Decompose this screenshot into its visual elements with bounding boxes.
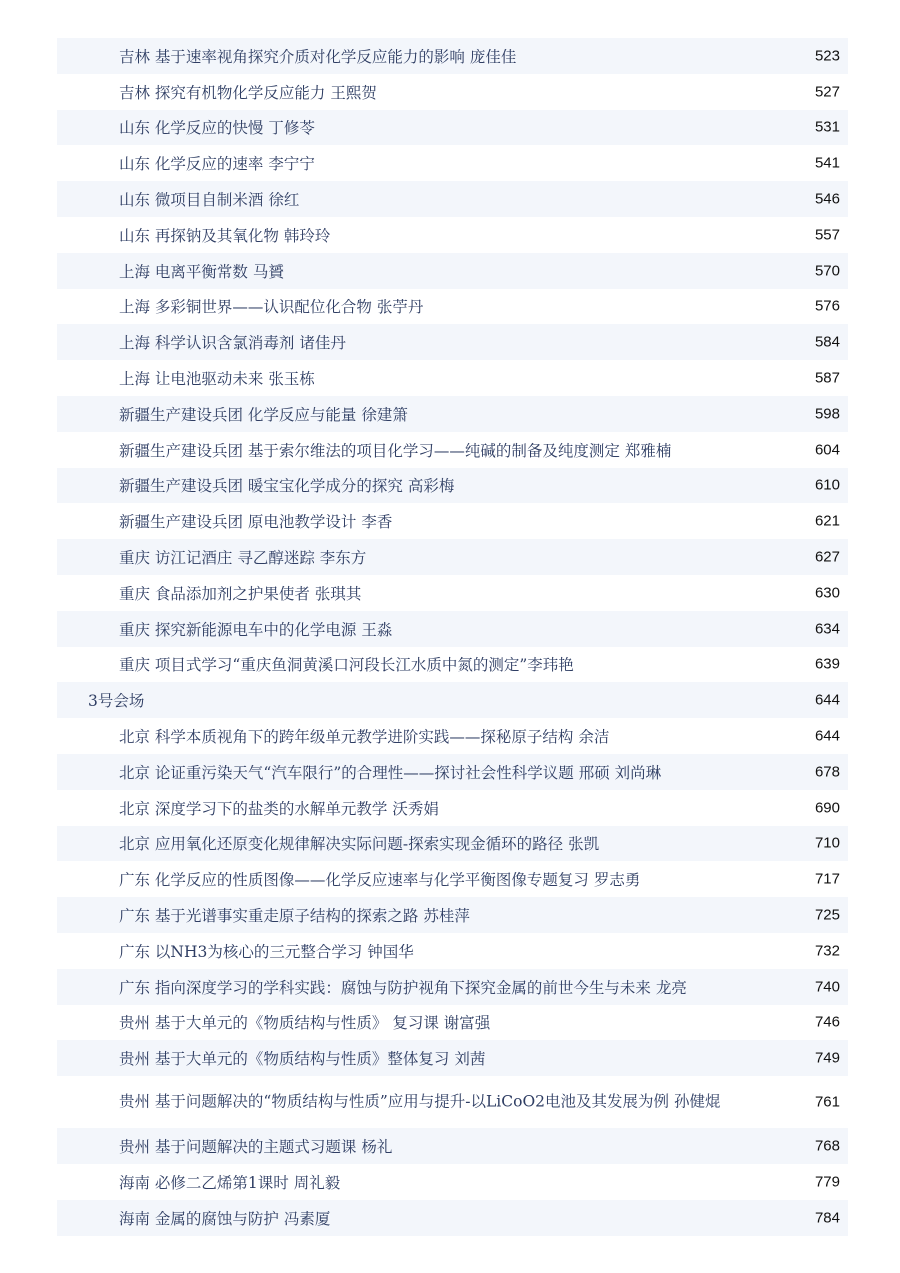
- toc-entry-title: 广东 指向深度学习的学科实践：腐蚀与防护视角下探究金属的前世今生与未来 龙亮: [119, 978, 687, 997]
- toc-entry[interactable]: [57, 396, 848, 432]
- toc-entry[interactable]: [57, 933, 848, 969]
- toc-entry-title: 上海 多彩铜世界——认识配位化合物 张苧丹: [119, 298, 424, 317]
- toc-entry[interactable]: [57, 503, 848, 539]
- toc-entry[interactable]: [57, 432, 848, 468]
- toc-entry-title: 海南 金属的腐蚀与防护 冯素厦: [119, 1209, 331, 1228]
- toc-entry-page-number: 768: [814, 1137, 840, 1155]
- toc-entry-title: 北京 深度学习下的盐类的水解单元教学 沃秀娟: [119, 799, 439, 818]
- toc-section-header[interactable]: [57, 682, 848, 718]
- toc-entry-title: 山东 再探钠及其氧化物 韩玲玲: [119, 226, 331, 245]
- toc-entry[interactable]: [57, 897, 848, 933]
- toc-entry[interactable]: [57, 861, 848, 897]
- toc-entry-page-number: 746: [814, 1013, 840, 1031]
- toc-entry[interactable]: [57, 1040, 848, 1076]
- toc-entry-page-number: 784: [814, 1209, 840, 1227]
- toc-entry-title: 广东 以NH3为核心的三元整合学习 钟国华: [119, 942, 414, 961]
- toc-entry-page-number: 630: [814, 584, 840, 602]
- toc-entry-page-number: 639: [814, 655, 840, 673]
- toc-entry[interactable]: [57, 74, 848, 110]
- toc-entry-title: 广东 基于光谱事实重走原子结构的探索之路 苏桂萍: [119, 907, 470, 926]
- toc-entry-page-number: 523: [814, 47, 840, 65]
- toc-entry-title: 上海 科学认识含氯消毒剂 诸佳丹: [119, 334, 346, 353]
- toc-entry-title: 北京 科学本质视角下的跨年级单元教学进阶实践——探秘原子结构 余洁: [119, 728, 610, 747]
- toc-entry-page-number: 541: [814, 154, 840, 172]
- toc-entry-title: 吉林 探究有机物化学反应能力 王熙贺: [119, 83, 377, 102]
- toc-entry[interactable]: [57, 754, 848, 790]
- toc-entry-page-number: 678: [814, 763, 840, 781]
- toc-entry-title: 北京 论证重污染天气“汽车限行”的合理性——探讨社会性科学议题 邢硕 刘尚琳: [119, 763, 662, 782]
- toc-entry-page-number: 749: [814, 1049, 840, 1067]
- toc-entry-page-number: 779: [814, 1173, 840, 1191]
- toc-entry-page-number: 634: [814, 620, 840, 638]
- toc-entry[interactable]: [57, 38, 848, 74]
- toc-entry[interactable]: [57, 1200, 848, 1236]
- toc-entry[interactable]: [57, 1076, 848, 1128]
- toc-entry[interactable]: [57, 969, 848, 1005]
- toc-entry-page-number: 725: [814, 906, 840, 924]
- toc-entry-title: 海南 必修二乙烯第1课时 周礼毅: [119, 1173, 341, 1192]
- toc-entry-page-number: 644: [814, 727, 840, 745]
- toc-entry-title: 北京 应用氧化还原变化规律解决实际问题-探索实现金循环的路径 张凯: [119, 835, 600, 854]
- toc-entry-title: 新疆生产建设兵团 原电池教学设计 李香: [119, 513, 393, 532]
- toc-entry-title: 广东 化学反应的性质图像——化学反应速率与化学平衡图像专题复习 罗志勇: [119, 871, 641, 890]
- toc-entry[interactable]: [57, 1005, 848, 1041]
- toc-entry-page-number: 610: [814, 476, 840, 494]
- toc-entry-title: 新疆生产建设兵团 基于索尔维法的项目化学习——纯碱的制备及纯度测定 郑雅楠: [119, 441, 672, 460]
- toc-entry-page-number: 576: [814, 297, 840, 315]
- toc-entry-page-number: 732: [814, 942, 840, 960]
- toc-entry-page-number: 604: [814, 441, 840, 459]
- toc-entry-page-number: 557: [814, 226, 840, 244]
- toc-entry-page-number: 690: [814, 799, 840, 817]
- toc-entry[interactable]: [57, 575, 848, 611]
- toc-entry[interactable]: [57, 1164, 848, 1200]
- toc-entry-title: 重庆 探究新能源电车中的化学电源 王淼: [119, 620, 393, 639]
- toc-entry-page-number: 717: [814, 870, 840, 888]
- toc-entry-title: 上海 电离平衡常数 马贇: [119, 262, 284, 281]
- toc-entry-title: 贵州 基于大单元的《物质结构与性质》 复习课 谢富强: [119, 1014, 491, 1033]
- toc-entry-page-number: 740: [814, 978, 840, 996]
- toc-entry[interactable]: [57, 718, 848, 754]
- toc-entry-title: 重庆 访江记酒庄 寻乙醇迷踪 李东方: [119, 549, 367, 568]
- toc-entry[interactable]: [57, 826, 848, 862]
- toc-entry-page-number: 584: [814, 333, 840, 351]
- toc-entry-title: 上海 让电池驱动未来 张玉栋: [119, 370, 315, 389]
- toc-entry-title: 重庆 食品添加剂之护果使者 张琪其: [119, 584, 362, 603]
- toc-entry-title: 山东 化学反应的快慢 丁修苓: [119, 119, 315, 138]
- toc-entry[interactable]: [57, 145, 848, 181]
- toc-entry[interactable]: [57, 611, 848, 647]
- toc-entry[interactable]: [57, 790, 848, 826]
- toc-entry[interactable]: [57, 110, 848, 146]
- toc-entry[interactable]: [57, 253, 848, 289]
- toc-entry-page-number: 621: [814, 512, 840, 530]
- toc-entry-title: 山东 微项目自制米酒 徐红: [119, 191, 300, 210]
- toc-entry-title: 贵州 基于问题解决的主题式习题课 杨礼: [119, 1138, 393, 1156]
- toc-entry[interactable]: [57, 1128, 848, 1164]
- toc-entry-page-number: 644: [814, 691, 840, 709]
- toc-entry-page-number: 627: [814, 548, 840, 566]
- toc-entry-title: 吉林 基于速率视角探究介质对化学反应能力的影响 庞佳佳: [119, 47, 517, 66]
- toc-entry[interactable]: [57, 324, 848, 360]
- toc-entry-page-number: 570: [814, 262, 840, 280]
- toc-entry-title: 重庆 项目式学习“重庆鱼洞黄溪口河段长江水质中氮的测定”李玮艳: [119, 656, 574, 675]
- toc-entry[interactable]: [57, 539, 848, 575]
- toc-entry-page-number: 527: [814, 83, 840, 101]
- toc-entry-page-number: 710: [814, 834, 840, 852]
- toc-entry-title: 新疆生产建设兵团 暖宝宝化学成分的探究 高彩梅: [119, 477, 455, 496]
- toc-entry-page-number: 761: [814, 1093, 840, 1111]
- toc-entry-page-number: 598: [814, 405, 840, 423]
- toc-entry-page-number: 531: [814, 118, 840, 136]
- table-of-contents: [57, 38, 848, 1236]
- toc-entry[interactable]: [57, 647, 848, 683]
- toc-entry[interactable]: [57, 468, 848, 504]
- toc-entry[interactable]: [57, 181, 848, 217]
- toc-entry[interactable]: [57, 289, 848, 325]
- toc-entry[interactable]: [57, 360, 848, 396]
- toc-entry-page-number: 546: [814, 190, 840, 208]
- toc-entry-title: 贵州 基于大单元的《物质结构与性质》整体复习 刘茜: [119, 1050, 486, 1069]
- toc-entry-title: 新疆生产建设兵团 化学反应与能量 徐建箫: [119, 405, 408, 424]
- toc-entry[interactable]: [57, 217, 848, 253]
- toc-entry-title: 3号会场: [88, 692, 145, 711]
- toc-entry-title: 贵州 基于问题解决的“物质结构与性质”应用与提升-以LiCoO2电池及其发展为例 孙健焜: [119, 1092, 721, 1111]
- toc-entry-title: 山东 化学反应的速率 李宁宁: [119, 155, 315, 174]
- toc-entry-page-number: 587: [814, 369, 840, 387]
